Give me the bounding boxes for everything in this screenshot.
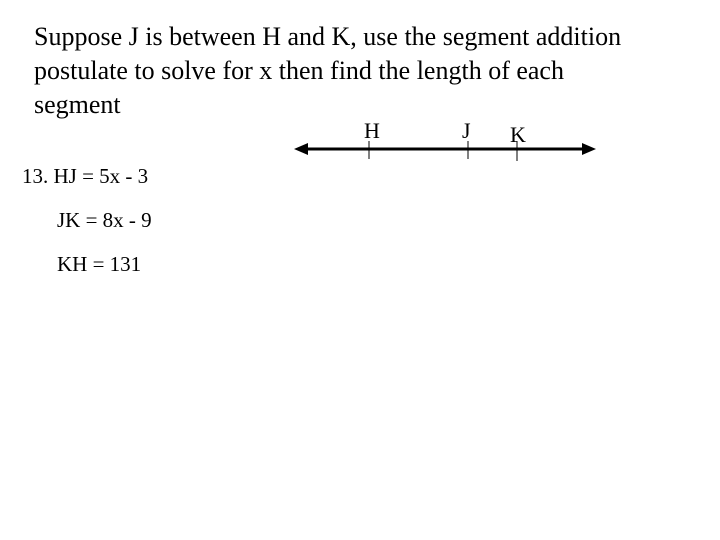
problem-number: 13. bbox=[22, 164, 49, 188]
point-label-k: K bbox=[510, 122, 526, 147]
problem-row-hj bbox=[22, 160, 148, 192]
problem-prompt bbox=[34, 20, 694, 122]
prompt-line-1: Suppose J is between H and K, use the segment addition bbox=[34, 22, 622, 51]
equation-kh: KH = 131 bbox=[57, 252, 142, 276]
right-arrowhead bbox=[582, 143, 596, 155]
equation-jk: JK = 8x - 9 bbox=[57, 208, 152, 232]
equation-hj: HJ = 5x - 3 bbox=[53, 164, 149, 188]
prompt-line-3: segment bbox=[34, 90, 121, 119]
left-arrowhead bbox=[294, 143, 308, 155]
segment-diagram bbox=[290, 112, 600, 172]
point-label-j: J bbox=[462, 118, 471, 143]
prompt-line-2: postulate to solve for x then find the length of each bbox=[34, 56, 564, 85]
point-label-h: H bbox=[364, 118, 380, 143]
